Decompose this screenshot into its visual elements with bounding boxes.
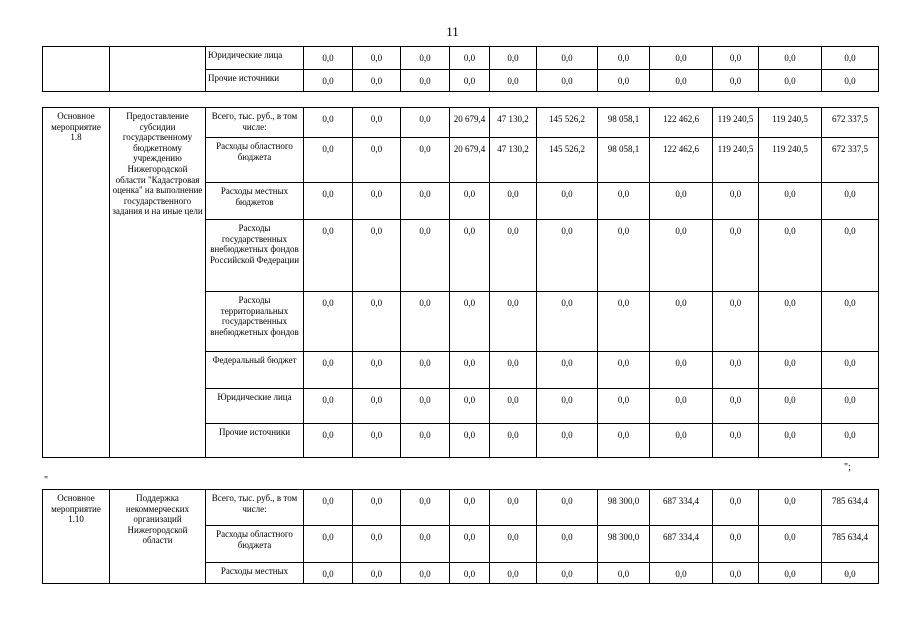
value-cell: 0,0 [401,108,450,138]
value-cell: 0,0 [490,183,537,220]
value-cell: 0,0 [650,220,713,292]
source-cell: Всего, тыс. руб., в том числе: [206,108,304,138]
value-cell: 0,0 [759,424,822,458]
value-cell: 0,0 [450,47,490,70]
value-cell: 0,0 [401,47,450,70]
value-cell: 0,0 [759,292,822,352]
value-cell: 0,0 [713,563,759,584]
value-cell: 0,0 [450,490,490,526]
value-cell: 672 337,5 [822,108,879,138]
source-cell: Расходы территориальных государственных внебюджетных фондов [206,292,304,352]
measure-name-cell: Предоставление субсидии государственному бюджетному учреждению Нижегородской области "Кадастровая оценка" на выполнение государственного задания и на иные цели [110,108,206,458]
value-cell: 0,0 [759,70,822,92]
source-cell: Расходы местных [206,563,304,584]
value-cell: 0,0 [822,389,879,424]
value-cell: 0,0 [304,220,353,292]
value-cell: 0,0 [537,490,598,526]
value-cell: 122 462,6 [650,138,713,183]
value-cell: 119 240,5 [759,138,822,183]
value-cell: 0,0 [822,352,879,389]
value-cell: 0,0 [353,424,401,458]
value-cell: 0,0 [304,138,353,183]
value-cell: 0,0 [822,563,879,584]
value-cell: 0,0 [713,490,759,526]
value-cell: 0,0 [650,183,713,220]
measure-name-cell [110,47,206,92]
value-cell: 0,0 [713,389,759,424]
value-cell: 0,0 [304,183,353,220]
value-cell: 0,0 [822,183,879,220]
value-cell: 0,0 [490,292,537,352]
value-cell: 0,0 [401,183,450,220]
value-cell: 687 334,4 [650,490,713,526]
value-cell: 0,0 [450,526,490,563]
value-cell: 0,0 [353,220,401,292]
value-cell: 0,0 [490,352,537,389]
value-cell: 0,0 [598,220,650,292]
value-cell: 0,0 [353,526,401,563]
value-cell: 0,0 [822,70,879,92]
value-cell: 0,0 [401,220,450,292]
value-cell: 0,0 [304,563,353,584]
value-cell: 0,0 [450,389,490,424]
source-cell: Расходы областного бюджета [206,526,304,563]
value-cell: 0,0 [490,47,537,70]
value-cell: 98 058,1 [598,138,650,183]
measure-name-cell: Поддержка некоммерческих организаций Нижегородской области [110,490,206,584]
value-cell: 0,0 [490,424,537,458]
value-cell: 0,0 [598,292,650,352]
value-cell: 0,0 [537,183,598,220]
source-cell: Прочие источники [206,424,304,458]
value-cell: 0,0 [304,389,353,424]
value-cell: 0,0 [713,47,759,70]
value-cell: 0,0 [537,70,598,92]
value-cell: 98 300,0 [598,490,650,526]
value-cell: 0,0 [713,292,759,352]
value-cell: 0,0 [304,424,353,458]
value-cell: 0,0 [401,563,450,584]
value-cell: 0,0 [490,490,537,526]
value-cell: 0,0 [353,352,401,389]
value-cell: 0,0 [537,526,598,563]
value-cell: 0,0 [353,183,401,220]
value-cell: 0,0 [450,352,490,389]
value-cell: 0,0 [401,292,450,352]
value-cell: 47 130,2 [490,138,537,183]
value-cell: 0,0 [650,424,713,458]
value-cell: 0,0 [598,424,650,458]
value-cell: 0,0 [598,183,650,220]
value-cell: 0,0 [450,70,490,92]
value-cell: 20 679,4 [450,138,490,183]
value-cell: 0,0 [650,352,713,389]
value-cell: 0,0 [450,424,490,458]
value-cell: 0,0 [401,490,450,526]
value-cell: 0,0 [304,47,353,70]
value-cell: 0,0 [353,108,401,138]
value-cell: 122 462,6 [650,108,713,138]
value-cell: 0,0 [401,138,450,183]
value-cell: 0,0 [537,424,598,458]
value-cell: 0,0 [353,563,401,584]
source-cell: Расходы государственных внебюджетных фондов Российской Федерации [206,220,304,292]
value-cell: 0,0 [759,352,822,389]
value-cell: 0,0 [598,352,650,389]
value-cell: 0,0 [401,389,450,424]
value-cell: 47 130,2 [490,108,537,138]
value-cell: 0,0 [759,563,822,584]
value-cell: 0,0 [490,389,537,424]
value-cell: 0,0 [490,70,537,92]
value-cell: 0,0 [822,292,879,352]
closing-quote: "; [844,462,851,473]
value-cell: 0,0 [713,70,759,92]
value-cell: 0,0 [759,183,822,220]
value-cell: 0,0 [598,47,650,70]
page-number: 11 [446,24,459,39]
table-row [43,108,879,138]
value-cell: 0,0 [537,389,598,424]
value-cell: 0,0 [598,389,650,424]
value-cell: 98 058,1 [598,108,650,138]
measure-code-cell: Основное мероприятие 1.10 [43,490,110,584]
table-row [43,490,879,526]
value-cell: 0,0 [401,424,450,458]
top-block-table [42,46,879,92]
value-cell: 0,0 [450,292,490,352]
value-cell: 0,0 [713,183,759,220]
value-cell: 0,0 [822,220,879,292]
source-cell: Юридические лица [206,389,304,424]
value-cell: 98 300,0 [598,526,650,563]
value-cell: 0,0 [401,70,450,92]
value-cell: 0,0 [490,526,537,563]
value-cell: 0,0 [713,424,759,458]
value-cell: 119 240,5 [759,108,822,138]
value-cell: 0,0 [450,183,490,220]
value-cell: 0,0 [304,70,353,92]
value-cell: 0,0 [537,292,598,352]
value-cell: 785 634,4 [822,490,879,526]
value-cell: 119 240,5 [713,138,759,183]
value-cell: 0,0 [401,526,450,563]
value-cell: 0,0 [822,47,879,70]
source-cell: Всего, тыс. руб., в том числе: [206,490,304,526]
value-cell: 145 526,2 [537,108,598,138]
value-cell: 0,0 [713,352,759,389]
value-cell: 0,0 [353,292,401,352]
value-cell: 0,0 [537,352,598,389]
value-cell: 0,0 [759,220,822,292]
value-cell: 0,0 [450,220,490,292]
value-cell: 687 334,4 [650,526,713,563]
value-cell: 0,0 [353,389,401,424]
source-cell: Федеральный бюджет [206,352,304,389]
value-cell: 0,0 [537,47,598,70]
value-cell: 0,0 [598,70,650,92]
value-cell: 0,0 [304,292,353,352]
source-cell: Расходы местных бюджетов [206,183,304,220]
value-cell: 0,0 [537,563,598,584]
value-cell: 672 337,5 [822,138,879,183]
value-cell: 0,0 [304,526,353,563]
value-cell: 0,0 [490,563,537,584]
value-cell: 0,0 [822,424,879,458]
value-cell: 0,0 [401,352,450,389]
value-cell: 0,0 [304,108,353,138]
value-cell: 0,0 [353,70,401,92]
value-cell: 0,0 [759,47,822,70]
value-cell: 0,0 [759,526,822,563]
value-cell: 0,0 [713,526,759,563]
source-cell: Расходы областного бюджета [206,138,304,183]
source-cell: Юридические лица [206,47,304,70]
value-cell: 0,0 [759,389,822,424]
value-cell: 0,0 [759,490,822,526]
value-cell: 0,0 [304,352,353,389]
value-cell: 0,0 [304,490,353,526]
value-cell: 785 634,4 [822,526,879,563]
value-cell: 0,0 [650,47,713,70]
value-cell: 0,0 [650,563,713,584]
measure-1-8-table [42,107,879,458]
value-cell: 0,0 [353,138,401,183]
source-cell: Прочие источники [206,70,304,92]
table-row [43,47,879,70]
measure-1-10-table [42,489,879,584]
value-cell: 0,0 [353,47,401,70]
value-cell: 20 679,4 [450,108,490,138]
opening-quote: " [44,475,49,486]
measure-code-cell [43,47,110,92]
value-cell: 0,0 [490,220,537,292]
value-cell: 0,0 [537,220,598,292]
value-cell: 0,0 [650,389,713,424]
value-cell: 119 240,5 [713,108,759,138]
value-cell: 145 526,2 [537,138,598,183]
value-cell: 0,0 [650,70,713,92]
value-cell: 0,0 [713,220,759,292]
value-cell: 0,0 [650,292,713,352]
value-cell: 0,0 [353,490,401,526]
measure-code-cell: Основное мероприятие 1.8 [43,108,110,458]
value-cell: 0,0 [598,563,650,584]
value-cell: 0,0 [450,563,490,584]
